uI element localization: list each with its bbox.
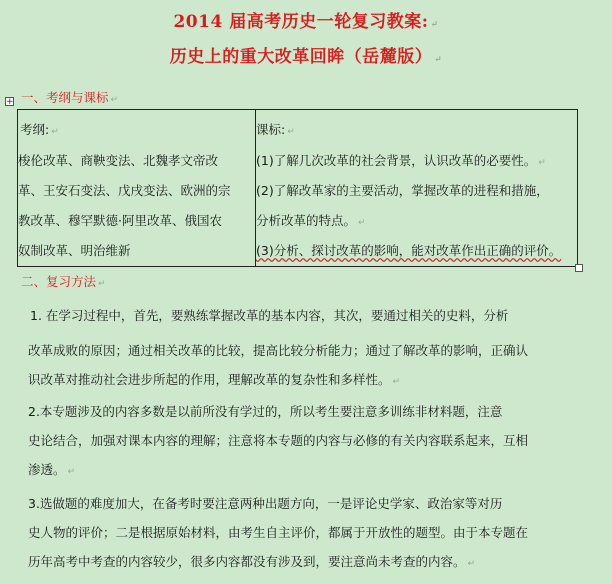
table-move-handle-icon[interactable]: + <box>6 97 14 107</box>
exam-line: 梭伦改革、商鞅变法、北魏孝文帝改 <box>18 153 219 168</box>
std-line: (2)了解改革家的主要活动，掌握改革的进程和措施， <box>256 183 549 198</box>
exam-line: 教改革、穆罕默德·阿里改革、俄国农 <box>18 213 222 228</box>
exam-header: 考纲: ↵ <box>20 122 59 137</box>
std-line: 分析改革的特点。 ↵ <box>256 213 366 228</box>
para-3-line: 历年高考中考查的内容较少，很多内容都没有涉及到，要注意尚未考查的内容。 ↵ <box>28 554 476 569</box>
table-resize-handle-icon[interactable] <box>575 264 583 272</box>
doc-title-line-2: 历史上的重大改革回眸（岳麓版） ↵ <box>169 47 443 67</box>
para-1-line: 识改革对推动社会进步所起的作用，理解改革的复杂性和多样性。 ↵ <box>28 372 401 387</box>
section-heading-method: 二、复习方法 ↵ <box>21 274 106 289</box>
para-3-line: 史人物的评价；二是根据原始材料，由考生自主评价，都属于开放性的题型。由于本专题在 <box>28 525 529 540</box>
para-2-line: 渗透。 ↵ <box>28 462 76 477</box>
para-1-line: 改革成败的原因；通过相关改革的比较，提高比较分析能力；通过了解改革的影响，正确认 <box>28 343 529 358</box>
doc-title-line-1: 2014 届高考历史一轮复习教案: ↵ <box>173 12 439 32</box>
para-2-line: 2.本专题涉及的内容多数是以前所没有学过的，所以考生要注意多训练非材料题，注意 <box>28 404 503 419</box>
section-heading-outline: 一、考纲与课标 ↵ <box>21 90 119 105</box>
exam-line: 革、王安石变法、戊戌变法、欧洲的宗 <box>18 183 231 198</box>
std-line: (3)分析、探讨改革的影响，能对改革作出正确的评价。 <box>256 243 562 258</box>
para-3-line: 3.选做题的难度加大，在备考时要注意两种出题方向，一是评论史学家、政治家等对历 <box>28 496 503 511</box>
std-header: 课标: ↵ <box>256 122 295 137</box>
exam-line: 奴制改革、明治维新 <box>18 243 131 258</box>
para-1-line: 1. 在学习过程中，首先，要熟练掌握改革的基本内容，其次，要通过相关的史料，分析 <box>30 308 509 323</box>
para-2-line: 史论结合，加强对课本内容的理解；注意将本专题的内容与必修的有关内容联系起来，互相 <box>28 433 529 448</box>
outline-table <box>17 109 578 267</box>
std-line: (1)了解几次改革的社会背景，认识改革的必要性。 ↵ <box>256 153 546 168</box>
